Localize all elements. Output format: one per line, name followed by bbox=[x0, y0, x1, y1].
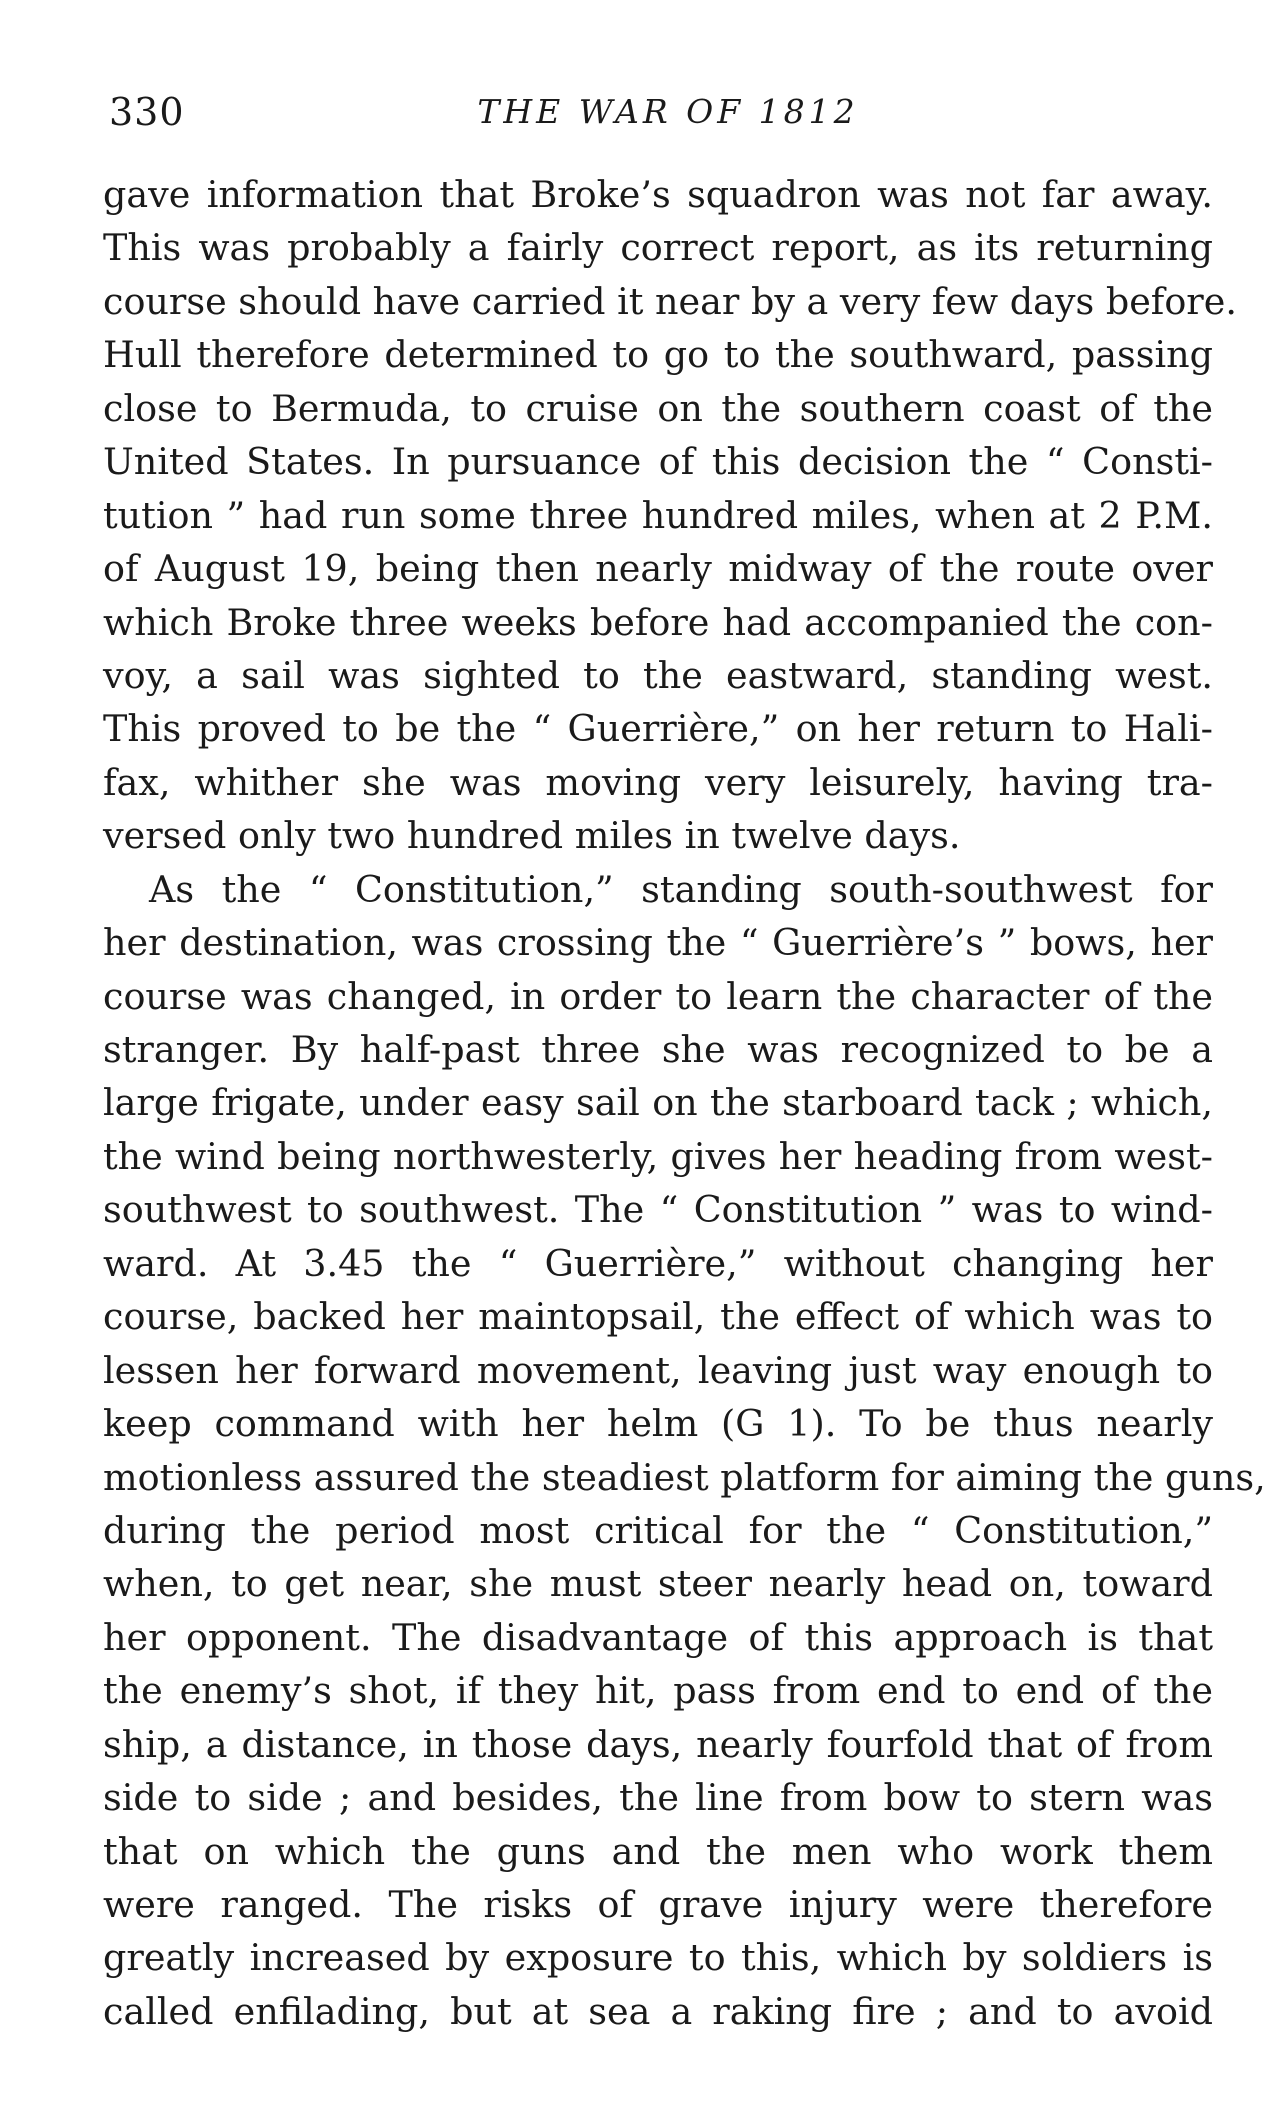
text-line: of August 19, being then nearly midway of the route over bbox=[103, 547, 1213, 591]
text-line: stranger. By half-past three she was recognized to be a bbox=[103, 1028, 1213, 1071]
text-line: side to side ; and besides, the line from bow to stern was bbox=[103, 1776, 1213, 1820]
text-line: which Broke three weeks before had accompanied the con- bbox=[103, 600, 1213, 644]
text-line: that on which the guns and the men who work them bbox=[103, 1829, 1213, 1873]
text-line: when, to get near, she must steer nearly head on, toward bbox=[103, 1562, 1213, 1606]
text-line: lessen her forward movement, leaving just way enough to bbox=[103, 1348, 1213, 1392]
text-line: course was changed, in order to learn the character of the bbox=[103, 974, 1213, 1018]
text-line: keep command with her helm (G 1). To be thus nearly bbox=[103, 1402, 1213, 1446]
running-title: THE WAR OF 1812 bbox=[477, 92, 859, 131]
text-line: southwest to southwest. The “ Constitution ” was to wind- bbox=[103, 1188, 1213, 1232]
text-line: the wind being northwesterly, gives her heading from west- bbox=[103, 1134, 1213, 1178]
text-line: course, backed her maintopsail, the effect of which was to bbox=[103, 1295, 1213, 1339]
text-line: Hull therefore determined to go to the southward, passing bbox=[103, 333, 1213, 377]
text-line: her destination, was crossing the “ Guerrière’s ” bows, her bbox=[103, 921, 1213, 965]
text-line: were ranged. The risks of grave injury were therefore bbox=[103, 1883, 1213, 1926]
book-page bbox=[103, 90, 1266, 2038]
body-text bbox=[103, 168, 1266, 2038]
text-line: United States. In pursuance of this decision the “ Consti- bbox=[103, 440, 1213, 484]
running-head bbox=[103, 90, 1213, 140]
text-line: This was probably a fairly correct report, as its returning bbox=[103, 226, 1213, 270]
text-line: the enemy’s shot, if they hit, pass from end to end of the bbox=[103, 1669, 1213, 1713]
text-line: ship, a distance, in those days, nearly fourfold that of from bbox=[103, 1722, 1213, 1766]
text-line: voy, a sail was sighted to the eastward, standing west. bbox=[103, 653, 1213, 697]
text-line: large frigate, under easy sail on the starboard tack ; which, bbox=[103, 1081, 1213, 1125]
text-line: gave information that Broke’s squadron was not far away. bbox=[103, 173, 1213, 216]
text-line: fax, whither she was moving very leisurely, having tra- bbox=[103, 760, 1213, 804]
text-line: versed only two hundred miles in twelve days. bbox=[103, 814, 961, 858]
page-number: 330 bbox=[109, 90, 185, 134]
text-line: called enfilading, but at sea a raking fire ; and to avoid bbox=[103, 1989, 1213, 2033]
text-line: her opponent. The disadvantage of this approach is that bbox=[103, 1615, 1213, 1659]
paragraph-first-line: As the “ Constitution,” standing south-southwest for bbox=[149, 867, 1213, 911]
text-line: motionless assured the steadiest platform for aiming the guns, bbox=[103, 1455, 1266, 1499]
text-line: tution ” had run some three hundred miles, when at 2 P.M. bbox=[103, 493, 1213, 537]
text-line: This proved to be the “ Guerrière,” on her return to Hali- bbox=[103, 707, 1213, 751]
text-line: ward. At 3.45 the “ Guerrière,” without changing her bbox=[103, 1241, 1213, 1285]
text-line: close to Bermuda, to cruise on the southern coast of the bbox=[103, 386, 1213, 430]
text-line: during the period most critical for the “ Constitution,” bbox=[103, 1508, 1213, 1552]
text-line: greatly increased by exposure to this, which by soldiers is bbox=[103, 1936, 1213, 1980]
text-line: course should have carried it near by a very few days before. bbox=[103, 279, 1237, 323]
